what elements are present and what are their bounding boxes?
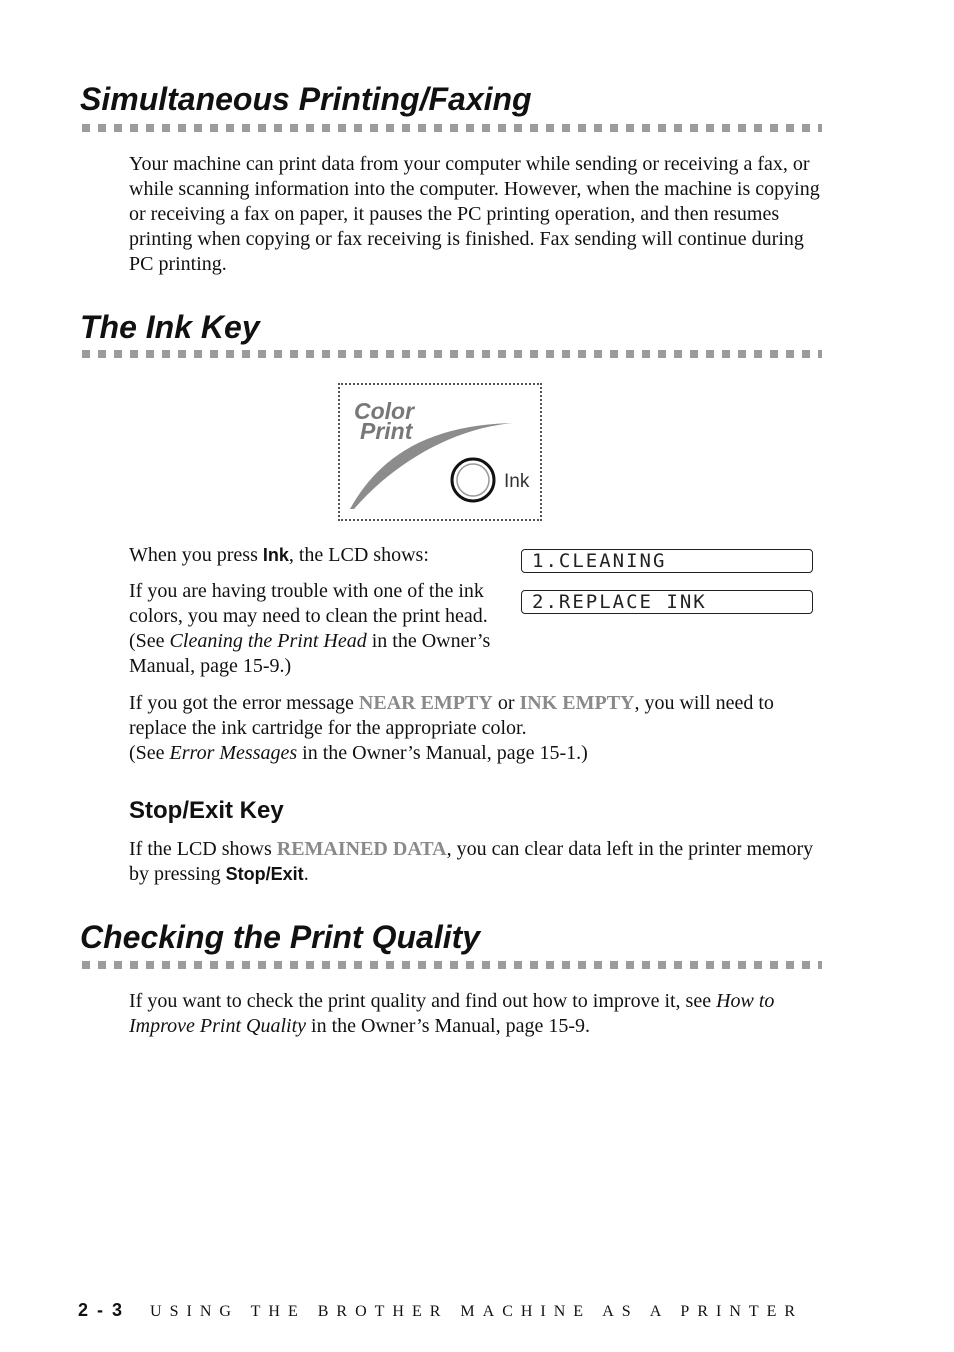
ink-press-instruction: When you press Ink, the LCD shows: [129,544,429,566]
section-divider [82,124,822,132]
ink-key-panel-illustration [338,383,542,521]
color-print-logo [340,385,540,519]
page-footer [78,1300,803,1321]
ink-key-button-icon [452,459,494,501]
stop-exit-paragraph: If the LCD shows REMAINED DATA, you can clear data left in the printer memory by pressing Stop/Exit. [129,838,814,885]
simultaneous-printing-paragraph: Your machine can print data from your computer while sending or receiving a fax, or while scanning information into the computer. However, when the machine is copying or receiving a fax on paper, it pauses the PC printing operation, and then resumes printing when copying or fax receiving is finished. Fax sending will continue during PC printing. [129,153,820,275]
reference-how-to-improve-print-quality: How to Improve Print Quality [129,990,775,1037]
error-message-ink-empty: INK EMPTY [519,692,635,714]
stop-exit-key-name: Stop/Exit [225,864,304,884]
ink-error-paragraph: If you got the error message NEAR EMPTY or INK EMPTY, you will need to replace the ink cartridge for the appropriate color. (See Error Messages in the Owner’s Manual, page 15-1.) [129,692,774,764]
ink-trouble-paragraph: If you are having trouble with one of the ink colors, you may need to clean the print head. (See Cleaning the Print Head in the Owner’s Manual, page 15-9.) [129,580,491,677]
chapter-title: USING THE BROTHER MACHINE AS A PRINTER [150,1303,804,1320]
reference-error-messages: Error Messages [169,742,298,764]
print-quality-paragraph: If you want to check the print quality and find out how to improve it, see How to Improve Print Quality in the Owner’s Manual, page 15-9. [129,990,775,1037]
section-divider [82,961,822,969]
ink-key-label: Ink [504,471,530,492]
lcd-message-remained-data: REMAINED DATA [276,838,447,860]
section-title-ink-key: The Ink Key [80,309,260,345]
reference-cleaning-print-head: Cleaning the Print Head [169,630,367,652]
ink-key-name: Ink [262,545,289,565]
section-divider [82,350,822,358]
logo-word-print: Print [360,418,413,444]
logo-word-color: Color [354,398,415,424]
subsection-title-stop-exit-key: Stop/Exit Key [129,797,284,824]
section-title-simultaneous-printing: Simultaneous Printing/Faxing [80,81,532,117]
lcd-line-cleaning: 1.CLEANING [521,549,813,573]
error-message-near-empty: NEAR EMPTY [358,692,493,714]
lcd-line-replace-ink: 2.REPLACE INK [521,590,813,614]
section-title-checking-print-quality: Checking the Print Quality [80,919,481,955]
page-number: 2 - 3 [78,1300,125,1320]
